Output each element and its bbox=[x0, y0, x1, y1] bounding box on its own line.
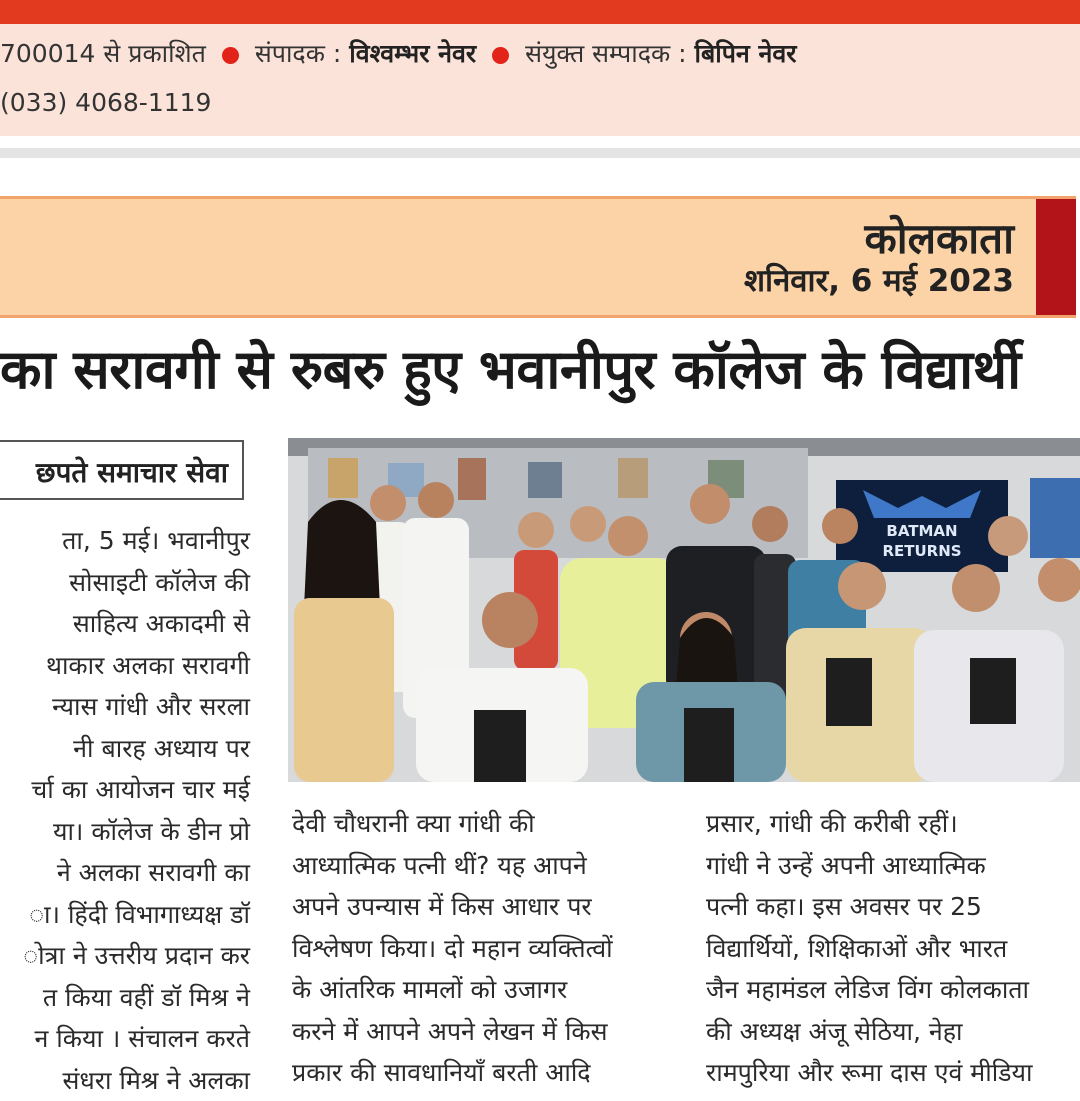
text-line: प्रसार, गांधी की करीबी रहीं। bbox=[706, 803, 1080, 845]
joint-editor-label: संयुक्त सम्पादक : bbox=[525, 39, 686, 68]
person-head bbox=[608, 516, 648, 556]
person-head bbox=[690, 484, 730, 524]
dateline-city: कोलकाता bbox=[864, 209, 1014, 266]
masthead-publication-line bbox=[0, 36, 797, 70]
text-line: ता, 5 मई। भवानीपुर bbox=[0, 520, 250, 562]
dateline-red-tab bbox=[1036, 199, 1076, 315]
editor-name: विश्वम्भर नेवर bbox=[349, 39, 476, 68]
bullet-dot-icon bbox=[492, 47, 509, 64]
text-line: पत्नी कहा। इस अवसर पर 25 bbox=[706, 886, 1080, 928]
text-line: आध्यात्मिक पत्नी थीं? यह आपने bbox=[292, 845, 670, 887]
masthead-phone: (033) 4068-1119 bbox=[0, 88, 211, 117]
shelf-item bbox=[618, 458, 648, 498]
person-head bbox=[822, 508, 858, 544]
text-line: ा। हिंदी विभागाध्यक्ष डॉ bbox=[0, 894, 250, 936]
person-hair bbox=[304, 500, 380, 608]
book-display bbox=[1030, 478, 1080, 558]
person-body bbox=[294, 598, 394, 782]
text-line: र्चा का आयोजन चार मई bbox=[0, 769, 250, 811]
text-line: के आंतरिक मामलों को उजागर bbox=[292, 969, 670, 1011]
publication-place: 700014 से प्रकाशित bbox=[0, 39, 206, 68]
article-column-1 bbox=[0, 520, 250, 1101]
dateline-box bbox=[0, 196, 1076, 318]
text-line: अपने उपन्यास में किस आधार पर bbox=[292, 886, 670, 928]
article-headline: का सरावगी से रुबरु हुए भवानीपुर कॉलेज के विद्यार्थी bbox=[0, 330, 1021, 404]
book-cover bbox=[970, 658, 1016, 724]
event-photo-illustration bbox=[288, 438, 1080, 782]
person-head bbox=[988, 516, 1028, 556]
shelf-item bbox=[528, 462, 562, 498]
joint-editor-name: बिपिन नेवर bbox=[695, 39, 797, 68]
person-head bbox=[838, 562, 886, 610]
text-line: त किया वहीं डॉ मिश्र ने bbox=[0, 977, 250, 1019]
person-head bbox=[570, 506, 606, 542]
top-red-bar bbox=[0, 0, 1080, 24]
separator-band bbox=[0, 148, 1080, 158]
editor-label: संपादक : bbox=[255, 39, 341, 68]
person-head bbox=[1038, 558, 1080, 602]
book-cover bbox=[826, 658, 872, 726]
person-head bbox=[518, 512, 554, 548]
text-line: न किया । संचालन करते bbox=[0, 1018, 250, 1060]
text-line: गांधी ने उन्हें अपनी आध्यात्मिक bbox=[706, 845, 1080, 887]
book-cover bbox=[684, 708, 734, 782]
bullet-dot-icon bbox=[222, 47, 239, 64]
text-line: विश्लेषण किया। दो महान व्यक्तित्वों bbox=[292, 928, 670, 970]
person-head bbox=[952, 564, 1000, 612]
article-column-2 bbox=[292, 803, 670, 1094]
text-line: विद्यार्थियों, शिक्षिकाओं और भारत bbox=[706, 928, 1080, 970]
text-line: साहित्य अकादमी से bbox=[0, 603, 250, 645]
text-line: प्रकार की सावधानियाँ बरती आदि bbox=[292, 1052, 670, 1094]
person-head bbox=[418, 482, 454, 518]
person-head bbox=[482, 592, 538, 648]
text-line: देवी चौधरानी क्या गांधी की bbox=[292, 803, 670, 845]
text-line: नी बारह अध्याय पर bbox=[0, 728, 250, 770]
news-agency-box bbox=[0, 440, 244, 500]
text-line: थाकार अलका सरावगी bbox=[0, 645, 250, 687]
poster-title-line1: BATMAN bbox=[886, 522, 957, 540]
shelf-item bbox=[458, 458, 486, 500]
dateline-date: शनिवार, 6 मई 2023 bbox=[744, 259, 1014, 301]
person-head bbox=[370, 485, 406, 521]
event-photo bbox=[288, 438, 1080, 782]
text-line: सोसाइटी कॉलेज की bbox=[0, 562, 250, 604]
shelf-item bbox=[328, 458, 358, 498]
text-line: ने अलका सरावगी का bbox=[0, 852, 250, 894]
book-cover bbox=[474, 710, 526, 782]
person-head bbox=[752, 506, 788, 542]
text-line: जैन महामंडल लेडिज विंग कोलकाता bbox=[706, 969, 1080, 1011]
news-agency-label: छपते समाचार सेवा bbox=[36, 453, 228, 491]
text-line: ोत्रा ने उत्तरीय प्रदान कर bbox=[0, 935, 250, 977]
text-line: संधरा मिश्र ने अलका bbox=[0, 1060, 250, 1101]
text-line: या। कॉलेज के डीन प्रो bbox=[0, 811, 250, 853]
text-line: करने में आपने अपने लेखन में किस bbox=[292, 1011, 670, 1053]
poster-title-line2: RETURNS bbox=[882, 542, 961, 560]
text-line: की अध्यक्ष अंजू सेठिया, नेहा bbox=[706, 1011, 1080, 1053]
text-line: रामपुरिया और रूमा दास एवं मीडिया bbox=[706, 1052, 1080, 1094]
article-column-3 bbox=[706, 803, 1080, 1094]
masthead bbox=[0, 24, 1080, 136]
text-line: न्यास गांधी और सरला bbox=[0, 686, 250, 728]
